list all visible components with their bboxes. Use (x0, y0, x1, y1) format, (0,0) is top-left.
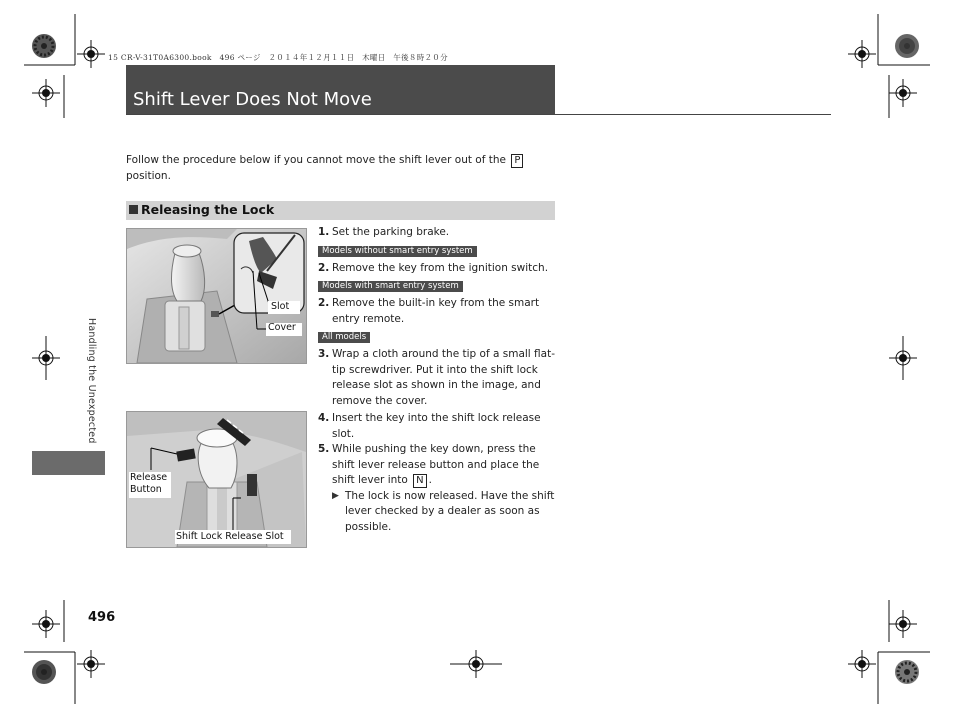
step-2a (318, 261, 558, 277)
step-4 (318, 411, 558, 442)
step-2b (318, 296, 558, 327)
step-text: Remove the key from the ignition switch. (332, 261, 549, 274)
crop-mark-bottom-right (878, 600, 930, 704)
intro-paragraph (126, 152, 526, 184)
step-number: 2. (318, 297, 330, 309)
step-text: Remove the built-in key from the smart entry remote. (332, 297, 540, 325)
step-number: 1. (318, 226, 330, 238)
step-number: 4. (318, 412, 330, 424)
step-5-text-end: . (428, 474, 432, 486)
page-number: 496 (88, 610, 116, 625)
crop-mark-top-right (878, 14, 930, 118)
label-release-button: Release Button (130, 472, 168, 495)
section-heading (129, 202, 274, 217)
crop-mark-top-left (0, 0, 75, 118)
gear-key-n: N (413, 474, 426, 488)
title-rule (126, 114, 831, 115)
step-number: 3. (318, 348, 330, 360)
gear-key-p: P (511, 154, 523, 168)
illustration-console (127, 229, 306, 363)
step-number: 2. (318, 261, 330, 274)
step-text (332, 442, 558, 489)
step-5 (318, 442, 558, 489)
page-title: Shift Lever Does Not Move (133, 89, 372, 110)
intro-text-end: position. (126, 170, 171, 182)
label-cover: Cover (268, 322, 296, 333)
step-text: Insert the key into the shift lock release slot. (332, 412, 541, 440)
step-5-text: While pushing the key down, press the shift lever release button and place the shift lever into (332, 443, 540, 486)
square-icon (129, 205, 138, 214)
label-slot: Slot (271, 301, 290, 312)
model-tag-without-smart-entry: Models without smart entry system (318, 246, 477, 257)
crop-mark-bottom-left (24, 600, 75, 704)
intro-text: Follow the procedure below if you cannot move the shift lever out of the (126, 154, 506, 166)
step-text: Wrap a cloth around the tip of a small flat-tip screwdriver. Put it into the shift lock release slot as shown in the image, and remove the cover. (332, 348, 556, 407)
print-line: 15 CR-V-31T0A6300.book 496 ページ ２０１４年１２月１１日 木曜日 午後８時２０分 (108, 53, 448, 62)
result-text: The lock is now released. Have the shift lever checked by a dealer as soon as possible. (345, 489, 555, 533)
step-text: Set the parking brake. (332, 226, 450, 238)
triangle-right-icon: ▶ (332, 490, 339, 501)
section-title: Releasing the Lock (141, 202, 275, 217)
step-1 (318, 225, 558, 241)
model-tag-with-smart-entry: Models with smart entry system (318, 281, 463, 292)
chapter-side-label: Handling the Unexpected (86, 318, 97, 444)
model-tag-all: All models (318, 332, 370, 343)
step-3 (318, 347, 558, 409)
steps-list (318, 225, 558, 535)
label-shift-lock-release-slot: Shift Lock Release Slot (176, 531, 284, 542)
figure-shift-lever-cover (126, 228, 307, 364)
chapter-tab (32, 451, 105, 475)
step-result (332, 489, 558, 536)
step-number: 5. (318, 443, 330, 455)
